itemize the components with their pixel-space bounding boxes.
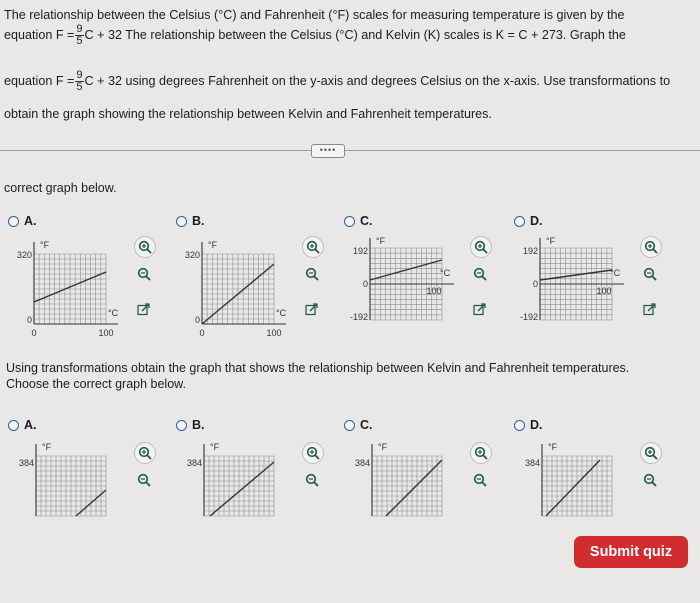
radio-button[interactable] (176, 216, 187, 227)
option-letter: A. (24, 214, 37, 228)
question-line-4: obtain the graph showing the relationship between Kelvin and Fahrenheit temperatures. (4, 107, 492, 121)
divider (0, 150, 700, 151)
equation-prefix: equation F = (4, 27, 75, 42)
zoom-in-icon[interactable] (302, 236, 324, 258)
graph-svg (344, 232, 464, 342)
radio-button[interactable] (176, 420, 187, 431)
option-4[interactable] (514, 418, 543, 432)
option-letter: A. (24, 418, 37, 432)
zoom-out-icon[interactable] (640, 264, 660, 284)
zoom-out-icon[interactable] (134, 264, 154, 284)
y-axis-unit: °F (378, 442, 388, 452)
graph-part2-1 (8, 436, 128, 516)
zoom-out-icon[interactable] (302, 264, 322, 284)
question-line-2 (4, 24, 694, 47)
plot-line (210, 462, 274, 516)
option-letter: D. (530, 214, 543, 228)
option-letter: B. (192, 214, 205, 228)
option-letter: C. (360, 418, 373, 432)
part2-prompt-line-2: Choose the correct graph below. (6, 377, 186, 391)
y-zero-label: 0 (26, 315, 32, 325)
y-axis-unit: °F (40, 240, 50, 250)
zoom-in-icon[interactable] (134, 236, 156, 258)
y-axis-unit: °F (548, 442, 558, 452)
y-axis-unit: °F (546, 236, 556, 246)
x-axis-unit: °C (440, 268, 451, 278)
y-top-label: 320 (16, 250, 32, 260)
graph-part2-3 (344, 436, 464, 516)
y-top-label: 192 (522, 246, 538, 256)
option-3[interactable] (344, 214, 373, 228)
y-top-label: 384 (524, 458, 540, 468)
y-top-label: 320 (184, 250, 200, 260)
y-top-label: 384 (18, 458, 34, 468)
graph-part1-2 (176, 232, 296, 342)
equation-prefix: equation F = (4, 73, 75, 88)
y-zero-label: 0 (194, 315, 200, 325)
option-letter: B. (192, 418, 205, 432)
x-end-label: 100 (426, 286, 442, 296)
graph-part1-1 (8, 232, 128, 342)
option-3[interactable] (344, 418, 373, 432)
zoom-out-icon[interactable] (470, 470, 490, 490)
fraction-numerator: 9 (76, 69, 83, 81)
zoom-in-icon[interactable] (640, 236, 662, 258)
plot-line (386, 460, 442, 516)
radio-button[interactable] (344, 420, 355, 431)
graph-svg (176, 232, 296, 342)
x-axis-unit: °C (610, 268, 621, 278)
question-line-1: The relationship between the Celsius (°C) and Fahrenheit (°F) scales for measuring temperature is given by the (4, 8, 625, 22)
fraction (75, 70, 83, 93)
external-link-icon[interactable] (473, 303, 487, 317)
graph-svg (514, 436, 634, 516)
y-zero-label: 0 (362, 279, 368, 289)
x-axis-unit: °C (276, 308, 287, 318)
option-2[interactable] (176, 214, 205, 228)
equation-suffix: C + 32 The relationship between the Celsius (°C) and Kelvin (K) scales is K = C + 273. Graph the (84, 27, 626, 42)
submit-quiz-button[interactable]: Submit quiz (574, 536, 688, 568)
option-letter: C. (360, 214, 373, 228)
y-bottom-label: -192 (519, 312, 538, 322)
graph-part2-4 (514, 436, 634, 516)
x-axis-unit: °C (108, 308, 119, 318)
option-1[interactable] (8, 418, 37, 432)
x-zero-label: 0 (31, 328, 37, 338)
graph-svg (8, 436, 128, 516)
zoom-out-icon[interactable] (134, 470, 154, 490)
fraction-denominator: 5 (76, 35, 83, 47)
zoom-out-icon[interactable] (302, 470, 322, 490)
graph-part1-4 (514, 232, 634, 342)
x-zero-label: 0 (199, 328, 205, 338)
y-axis-unit: °F (210, 442, 220, 452)
zoom-out-icon[interactable] (470, 264, 490, 284)
zoom-in-icon[interactable] (134, 442, 156, 464)
x-end-label: 100 (596, 286, 612, 296)
radio-button[interactable] (514, 420, 525, 431)
y-top-label: 384 (186, 458, 202, 468)
graph-svg (514, 232, 634, 342)
zoom-out-icon[interactable] (640, 470, 660, 490)
equation-suffix: C + 32 using degrees Fahrenheit on the y-axis and degrees Celsius on the x-axis. Use transformations to (84, 73, 671, 88)
zoom-in-icon[interactable] (470, 236, 492, 258)
zoom-in-icon[interactable] (302, 442, 324, 464)
graph-part2-2 (176, 436, 296, 516)
fraction-numerator: 9 (76, 23, 83, 35)
y-top-label: 384 (354, 458, 370, 468)
radio-button[interactable] (8, 420, 19, 431)
option-4[interactable] (514, 214, 543, 228)
external-link-icon[interactable] (305, 303, 319, 317)
graph-part1-3 (344, 232, 464, 342)
y-top-label: 192 (352, 246, 368, 256)
expand-button[interactable]: •••• (311, 144, 345, 158)
graph-svg (8, 232, 128, 342)
part1-prompt: correct graph below. (4, 181, 117, 195)
y-axis-unit: °F (376, 236, 386, 246)
fraction-denominator: 5 (76, 81, 83, 93)
graph-svg (176, 436, 296, 516)
radio-button[interactable] (514, 216, 525, 227)
radio-button[interactable] (344, 216, 355, 227)
part2-prompt-line-1: Using transformations obtain the graph that shows the relationship between Kelvin and Fahrenheit temperatures. (6, 361, 630, 375)
external-link-icon[interactable] (137, 303, 151, 317)
y-axis-unit: °F (208, 240, 218, 250)
fraction (75, 24, 83, 47)
zoom-in-icon[interactable] (470, 442, 492, 464)
option-letter: D. (530, 418, 543, 432)
external-link-icon[interactable] (643, 303, 657, 317)
x-end-label: 100 (98, 328, 114, 338)
y-zero-label: 0 (532, 279, 538, 289)
y-bottom-label: -192 (349, 312, 368, 322)
zoom-in-icon[interactable] (640, 442, 662, 464)
question-line-3 (4, 70, 694, 93)
radio-button[interactable] (8, 216, 19, 227)
x-end-label: 100 (266, 328, 282, 338)
graph-svg (344, 436, 464, 516)
option-1[interactable] (8, 214, 37, 228)
option-2[interactable] (176, 418, 205, 432)
y-axis-unit: °F (42, 442, 52, 452)
